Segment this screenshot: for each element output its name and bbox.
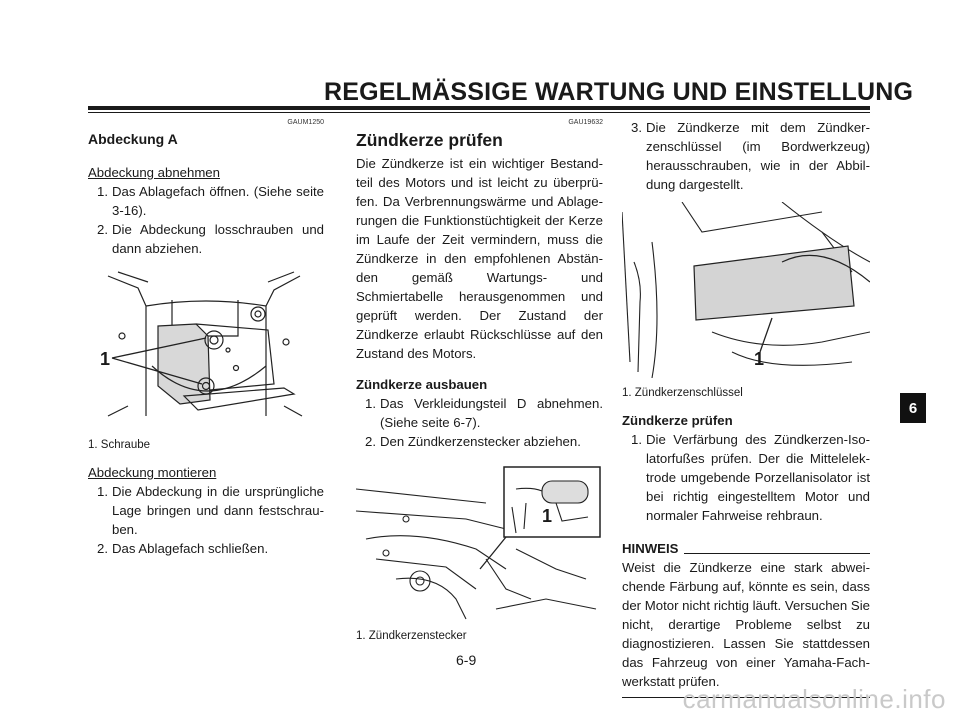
list-item (356, 394, 603, 432)
figure-caption: 1. Zündkerzenschlüssel (622, 387, 743, 399)
note-rule (684, 553, 870, 554)
step-number: 1. (631, 432, 642, 447)
step-text: Das Ablagefach schließen. (112, 541, 269, 556)
step-text: Das Ablagefach öffnen. (Siehe seite 3-16). (112, 184, 324, 218)
step-text: Die Verfärbung des Zündkerzen-Isolatorfußes prüfen. Der die Mittelelektrode umgebende Porzellanisolator ist bei richtig eingestelltem Motor und normaler Fahrweise rehbraun. (646, 432, 870, 523)
list-item (622, 118, 870, 194)
figure-spark-plug-wrench (622, 202, 870, 378)
step-number: 3. (631, 120, 642, 135)
callout-label: 1 (100, 349, 111, 369)
list-item (622, 430, 870, 525)
step-text: Den Zündkerzenstecker abziehen. (380, 434, 581, 449)
page-header-title: REGELMÄSSIGE WARTUNG UND EINSTELLUNG (324, 78, 914, 106)
section-code: GAUM1250 (287, 119, 324, 126)
install-heading: Abdeckung montieren (88, 465, 217, 480)
column-right (622, 118, 870, 698)
column-left (88, 116, 324, 558)
step-number: 1. (97, 484, 108, 499)
spark-plug-cap-illustration (356, 459, 603, 621)
step-text: Die Abdeckung in die ursprüngliche Lage bringen und dann festschrauben. (112, 484, 324, 537)
note-label: HINWEIS (622, 541, 679, 556)
spark-plug-wrench-illustration (622, 202, 870, 378)
subheading: Zündkerze ausbauen (356, 377, 488, 392)
header-rule (88, 106, 870, 110)
list-item (88, 539, 324, 558)
column-middle (356, 116, 603, 654)
callout-label: 1 (754, 349, 765, 369)
remove-heading: Abdeckung abnehmen (88, 165, 220, 180)
step-text: Die Zündkerze mit dem Zündkerzenschlüssel (im Bordwerkzeug) herausschrauben, wie in der Abbildung dargestellt. (646, 120, 870, 192)
figure-caption: 1. Schraube (88, 439, 151, 451)
figure-caption: 1. Zündkerzenstecker (356, 630, 467, 642)
watermark: carmanualsonline.info (682, 684, 946, 714)
figure-spark-plug-cap (356, 459, 603, 621)
step-number: 2. (97, 222, 108, 237)
list-item (88, 182, 324, 220)
intro-paragraph: Die Zündkerze ist ein wichtiger Bestandteil des Motors und ist leicht zu überprüfen. Da Verbrennungswärme und Ablagerungen die Funktionstüchtigkeit der Kerze im Laufe der Zeit vermindern, muss die Zündkerze in den empfohlenen Abständen gemäß Wartungs- und Schmiertabelle herausgenommen und geprüft werden. Der Zustand der Zündkerze erlaubt Rückschlüsse auf den Zustand des Motors. (356, 156, 603, 361)
step-number: 2. (365, 434, 376, 449)
callout-label: 1 (542, 506, 553, 526)
list-item (88, 482, 324, 539)
page-number: 6-9 (456, 652, 477, 668)
panel-a-illustration (88, 266, 324, 430)
step-number: 1. (365, 396, 376, 411)
section-heading: Abdeckung A (88, 131, 178, 147)
section-code: GAU19632 (568, 119, 603, 126)
list-item (88, 220, 324, 258)
step-text: Die Abdeckung losschrauben und dann abziehen. (112, 222, 324, 256)
note-header (622, 539, 870, 558)
subheading: Zündkerze prüfen (622, 413, 733, 428)
step-number: 2. (97, 541, 108, 556)
section-heading: Zündkerze prüfen (356, 130, 503, 150)
header-rule-thin (88, 112, 870, 113)
chapter-tab: 6 (900, 393, 926, 423)
figure-panel-a (88, 266, 324, 430)
step-number: 1. (97, 184, 108, 199)
step-text: Das Verkleidungsteil D abnehmen. (Siehe seite 6-7). (380, 396, 603, 430)
note-text: Weist die Zündkerze eine stark abweichende Färbung auf, könnte es sein, dass der Motor nicht richtig läuft. Versuchen Sie nicht, derartige Probleme selbst zu diagnostizieren. Lassen Sie stattdessen das Fahrzeug von einer Yamaha-Fachwerkstatt prüfen. (622, 560, 870, 689)
list-item (356, 432, 603, 451)
